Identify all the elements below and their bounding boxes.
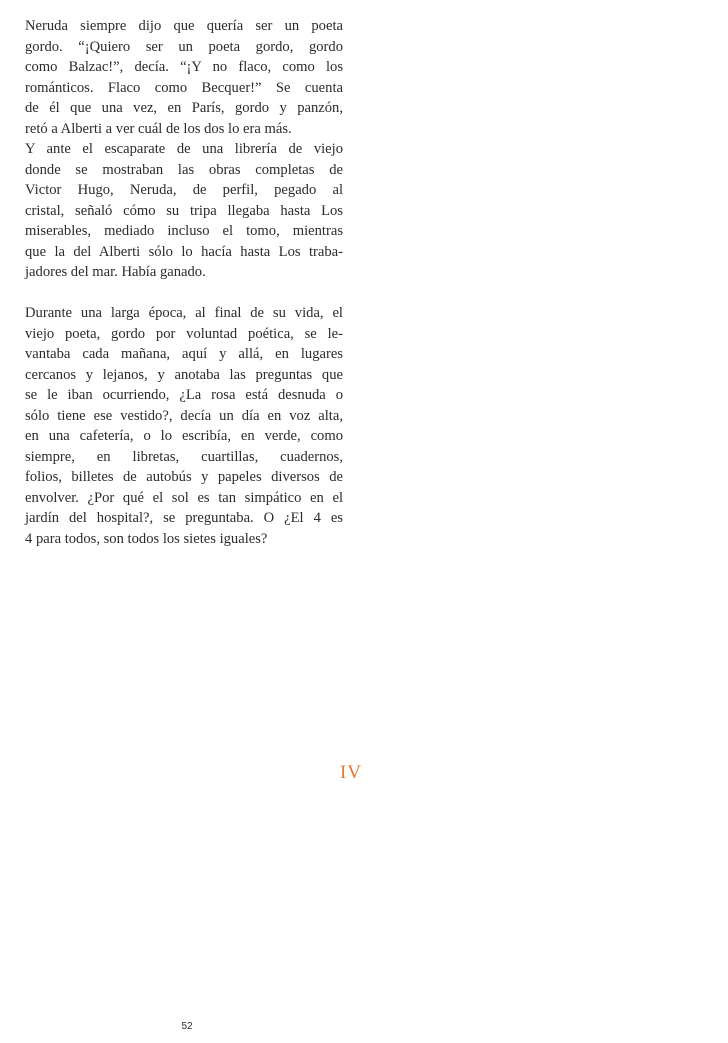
text-line: viejo poeta, gordo por voluntad poética, se le-	[25, 325, 343, 342]
text-line: siempre, en libretas, cuartillas, cuadernos,	[25, 448, 343, 465]
text-line: Victor Hugo, Neruda, de perfil, pegado al	[25, 182, 343, 198]
text-line: Y ante el escaparate de una librería de viejo	[25, 141, 343, 157]
chapter-number: IV	[340, 762, 363, 783]
text-line: Neruda siempre dijo que quería ser un poeta	[25, 18, 343, 34]
text-line: de él que una vez, en París, gordo y panzón,	[25, 100, 343, 116]
text-line: retó a Alberti a ver cuál de los dos lo era más.	[25, 120, 292, 137]
page-number: 52	[181, 1021, 193, 1032]
text-line: sólo tiene ese vestido?, decía un día en voz alta,	[25, 407, 343, 424]
text-line: folios, billetes de autobús y papeles diversos de	[25, 469, 343, 485]
text-line: que la del Alberti sólo lo hacía hasta Los traba-	[25, 243, 343, 260]
paragraph-break	[25, 283, 343, 304]
text-line: Durante una larga época, al final de su vida, el	[25, 305, 343, 321]
text-line: donde se mostraban las obras completas de	[25, 161, 343, 178]
body-text	[25, 16, 343, 549]
paragraph-1	[25, 16, 343, 283]
text-line: vantaba cada mañana, aquí y allá, en lugares	[25, 346, 343, 362]
text-line: miserables, mediado incluso el tomo, mientras	[25, 223, 343, 239]
text-line: gordo. “¡Quiero ser un poeta gordo, gordo	[25, 38, 343, 55]
text-line: jadores del mar. Había ganado.	[25, 264, 206, 280]
paragraph-2	[25, 303, 343, 549]
text-line: se le iban ocurriendo, ¿La rosa está desnuda o	[25, 387, 343, 403]
text-line: envolver. ¿Por qué el sol es tan simpático en el	[25, 489, 343, 506]
text-line: cercanos y lejanos, y anotaba las preguntas que	[25, 366, 343, 383]
text-line: jardín del hospital?, se preguntaba. O ¿El 4 es	[25, 510, 343, 526]
text-line: románticos. Flaco como Becquer!” Se cuenta	[25, 79, 343, 96]
text-line: cristal, señaló cómo su tripa llegaba hasta Los	[25, 202, 343, 219]
text-line: como Balzac!”, decía. “¡Y no flaco, como los	[25, 59, 343, 75]
text-line: 4 para todos, son todos los sietes iguales?	[25, 530, 268, 547]
text-line: en una cafetería, o lo escribía, en verde, como	[25, 428, 343, 444]
